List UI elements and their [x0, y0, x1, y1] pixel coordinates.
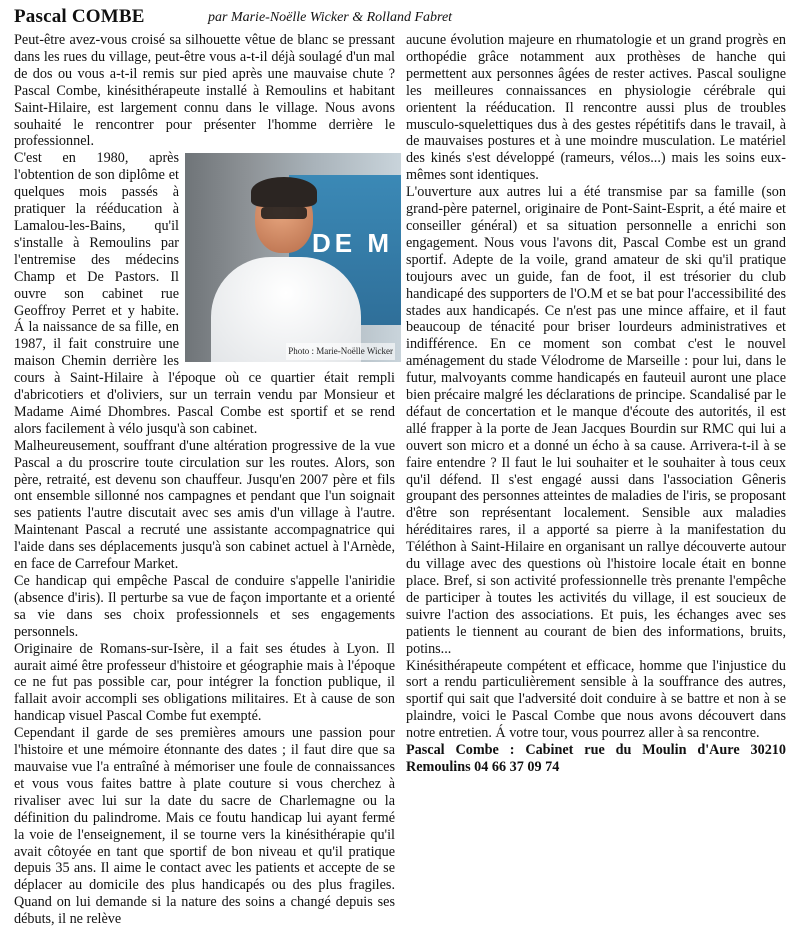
left-paragraph-5: Originaire de Romans-sur-Isère, il a fait ses études à Lyon. Il aurait aimé être professeur d'histoire et géographie mais à l'époque ce ne fut pas possible car, pour intégrer la fonction publique, il fallait avoir accompli ses obligations militaires. Et à cause de son handicap visuel Pascal Combe fut exempté. — [14, 640, 395, 725]
article-title: Pascal COMBE — [14, 6, 145, 27]
article-byline: par Marie-Noëlle Wicker & Rolland Fabret — [208, 10, 453, 25]
left-paragraph-4: Ce handicap qui empêche Pascal de conduire s'appelle l'aniridie (absence d'iris). Il perturbe sa vue de façon importante et a orienté sa vie dans ses choix professionnels et ses engagements personnels. — [14, 573, 395, 640]
banner-text: DE M — [312, 228, 393, 259]
left-paragraph-3: Malheureusement, souffrant d'une altération progressive de la vue Pascal a du proscrire toute circulation sur les routes. Alors, son père, retraité, est devenu son chauffeur. Jusqu'en 2007 père et fils ont ensemble sillonné nos campagnes et pendant que l'un soignait ses patients l'autre discutait avec ses amis d'un village à l'autre. Maintenant Pascal a recruté une assistante accompagnatrice qui l'aide dans ses déplacements jusqu'à son cabinet actuel à l'Arnède, en face de Carrefour Market. — [14, 437, 395, 573]
left-paragraph-2: C'est en 1980, après l'obtention de son diplôme et quelques mois passés à pratiquer la rééducation à Lamalou-les-Bains, qu'il s'installe à Remoulins par l'entremise des médecins Champ et De Pastors. Il ouvre son cabinet rue Geoffroy Perret et y habite. Á la naissance de sa fille, en 1987, il fait construire une maison Chemin derrière les cours à Saint-Hilaire à l'époque où ce quartier était rempli d'abricotiers et d'oliviers, sur un terrain vendu par Monsieur et Madame Aimé Dhombres. Pascal Combe est sportif et se rend alors facilement à vélo jusqu'à son cabinet. — [14, 150, 395, 437]
left-paragraph-1: Peut-être avez-vous croisé sa silhouette vêtue de blanc se pressant dans les rues du village, peut-être vous a-t-il déjà soulagé d'un mal de dos ou vous a-t-il remis sur pied après une mauvaise chute ? Pascal Combe, kinésithérapeute installé à Remoulins et habitant Saint-Hilaire, est largement connu dans le village. Nous avons souhaité le rencontrer pour présenter l'homme derrière le professionnel. — [14, 32, 395, 150]
contact-signature: Pascal Combe : Cabinet rue du Moulin d'Aure 30210 Remoulins 04 66 37 09 74 — [406, 742, 786, 775]
photo-credit: Photo : Marie-Noëlle Wicker — [286, 343, 395, 360]
right-paragraph-3: Kinésithérapeute compétent et efficace, homme que l'injustice du sort a rendu particulièrement sensible à la souffrance des autres, sportif qui sait que l'adversité doit conduire à se battre et non à se plaindre, voici le Pascal Combe que nous avons découvert dans notre entretien. Á votre tour, vous pourrez aller à sa rencontre. — [406, 657, 786, 742]
portrait-photo — [185, 153, 401, 362]
right-paragraph-1: aucune évolution majeure en rhumatologie et un grand progrès en orthopédie grâce notamment aux prothèses de hanche qui permettent aux personnes âgées de rester actives. Pascal souligne les meilleures connaissances en physiologie cérébrale qui orientent la rééducation. Il rencontre aussi plus de troubles musculo-squelettiques dus à des gestes répétitifs dans le travail, à de mauvaises postures et à une moindre musculation. Le matériel des kinés s'est développé (rameurs, vélos...) mais les soins eux-mêmes sont identiques. — [406, 32, 786, 184]
left-paragraph-6: Cependant il garde de ses premières amours une passion pour l'histoire et une mémoire étonnante des dates ; il faut dire que sa mauvaise vue l'a entraîné à mémoriser une foule de connaissances et vous vous faites battre à plate couture si vous cherchez à rivaliser avec lui sur la date du sacre de Charlemagne ou la définition du palindrome. Mais ce foutu handicap lui ayant fermé la voie de l'enseignement, il se tourne vers la kinésithérapie qu'il avait côtoyée en tant que sportif de bon niveau et qu'il pratique depuis 35 ans. Il aime le contact avec les patients et accepte de se déplacer au domicile des plus handicapés ou des plus fragiles. Quand on lui demande si la nature des soins a changé depuis ses débuts, il ne relève — [14, 725, 395, 928]
left-column — [14, 32, 395, 928]
right-paragraph-2: L'ouverture aux autres lui a été transmise par sa famille (son grand-père paternel, originaire de Pont-Saint-Esprit, a été maire et conseiller général) et sa situation personnelle a enrichi son engagement. Nous vous l'avons dit, Pascal Combe est un grand sportif. Adepte de la voile, grand amateur de ski qu'il pratique toujours avec un guide, fan de foot, il est trésorier du club handicapé des supporters de l'O.M et se bat pour l'accessibilité des stades aux handicapés. Ce n'est pas une mince affaire, et il faut beaucoup de ténacité pour briser lourdeurs administratives et indifférence. En ce moment son combat c'est le nouvel aménagement du stade Vélodrome de Marseille : pour lui, dans le futur, malvoyants comme handicapés en fauteuil auront une place bien précaire malgré les déclarations de principe. Scandalisé par le défaut de concertation et le manque d'écoute des autorités, il est allé frapper à la porte de Jean Jacques Bourdin sur RMC qui lui a ouvert son micro et a donné un écho à sa cause. Arrivera-t-il à se faire entendre ? Il faut le lui souhaiter et le souhaiter à tous ceux qu'il défend. Il s'est engagé aussi dans l'association Gêneris groupant des personnes atteintes de maladies de l'iris, se proposant d'être son représentant localement. Sensible aux maladies héréditaires rares, il a apporté sa pierre à la manifestation du Téléthon à Saint-Hilaire en organisant un rallye découverte autour du village avec des questions où l'histoire locale était en bonne place. Bref, si son activité professionnelle très prenante l'empêche de participer à toutes les activités du village, il est soucieux de suivre l'action des associations. Et puis, les échanges avec ses patients le tiennent au courant de bien des informations, bruits, potins... — [406, 184, 786, 657]
sunglasses — [261, 207, 307, 219]
article-header — [14, 6, 794, 32]
person-hair — [251, 177, 317, 207]
right-column — [406, 32, 786, 776]
